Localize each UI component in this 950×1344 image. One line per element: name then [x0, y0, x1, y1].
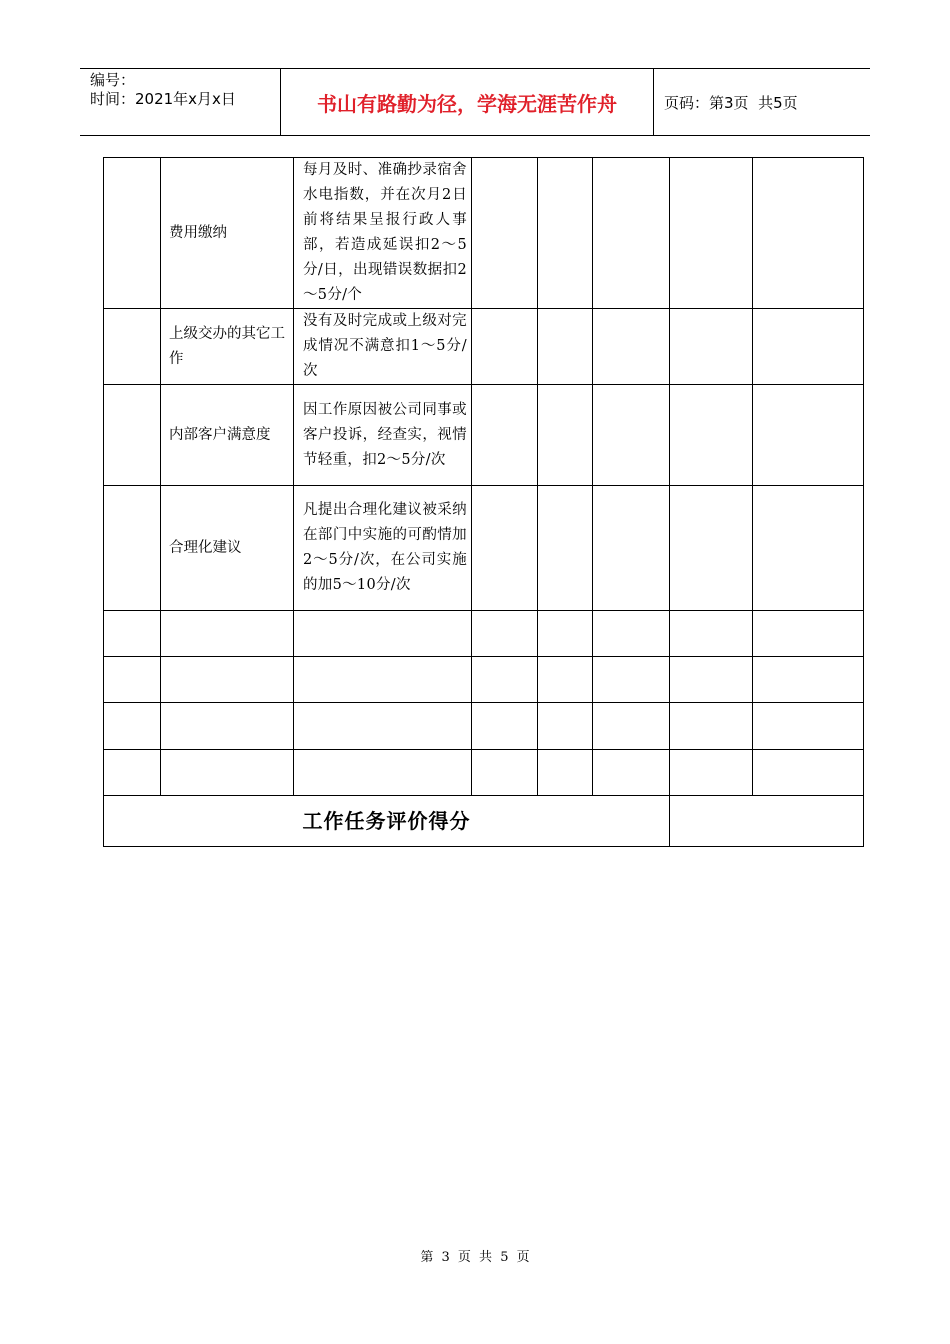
- table-cell: [472, 158, 538, 309]
- table-row: [104, 657, 864, 703]
- table-cell: [670, 158, 753, 309]
- table-cell: [104, 750, 161, 796]
- table-cell: [104, 657, 161, 703]
- table-cell: [538, 486, 593, 611]
- item-criteria: 凡提出合理化建议被采纳在部门中实施的可酌情加2～5分/次，在公司实施的加5～10分/次: [294, 486, 472, 611]
- table-cell: [294, 611, 472, 657]
- table-cell: [161, 703, 294, 750]
- item-criteria: 因工作原因被公司同事或客户投诉，经查实，视情节轻重，扣2～5分/次: [294, 385, 472, 486]
- summary-score-cell: [670, 796, 864, 847]
- table-cell: [753, 158, 864, 309]
- table-cell: [104, 703, 161, 750]
- table-row: [104, 309, 864, 385]
- table-cell: [538, 657, 593, 703]
- table-row: [104, 385, 864, 486]
- table-cell: [472, 703, 538, 750]
- table-cell: [538, 309, 593, 385]
- document-date-label: 时间：2021年x月x日: [90, 90, 236, 108]
- table-cell: [670, 750, 753, 796]
- page-indicator: 页码：第3页 共5页: [664, 93, 798, 112]
- evaluation-table: [103, 157, 864, 847]
- table-cell: [593, 703, 670, 750]
- table-cell: [161, 657, 294, 703]
- table-cell: [753, 611, 864, 657]
- table-cell: [472, 611, 538, 657]
- header-page-info: [654, 69, 870, 135]
- table-row: [104, 158, 864, 309]
- table-cell: [670, 703, 753, 750]
- table-cell: [753, 309, 864, 385]
- table-cell: [593, 486, 670, 611]
- table-cell: [294, 750, 472, 796]
- table-cell: [670, 309, 753, 385]
- table-cell: [670, 611, 753, 657]
- header-meta: [80, 69, 281, 135]
- table-cell: [294, 657, 472, 703]
- table-cell: [294, 703, 472, 750]
- table-cell: [753, 385, 864, 486]
- table-cell: [161, 750, 294, 796]
- table-row: [104, 703, 864, 750]
- item-name: 上级交办的其它工作: [161, 309, 294, 385]
- item-criteria: 没有及时完成或上级对完成情况不满意扣1～5分/次: [294, 309, 472, 385]
- table-cell: [104, 611, 161, 657]
- table-cell: [753, 703, 864, 750]
- table-cell: [538, 158, 593, 309]
- table-cell: [593, 309, 670, 385]
- table-cell: [538, 703, 593, 750]
- table-cell: [104, 486, 161, 611]
- item-criteria: 每月及时、准确抄录宿舍水电指数，并在次月2日前将结果呈报行政人事部，若造成延误扣2～5分/日，出现错误数据扣2～5分/个: [294, 158, 472, 309]
- table-cell: [104, 385, 161, 486]
- table-cell: [538, 750, 593, 796]
- table-cell: [161, 611, 294, 657]
- table-row: [104, 611, 864, 657]
- table-cell: [538, 611, 593, 657]
- table-cell: [753, 750, 864, 796]
- table-cell: [593, 657, 670, 703]
- table-cell: [472, 657, 538, 703]
- item-name: 合理化建议: [161, 486, 294, 611]
- table-cell: [593, 750, 670, 796]
- table-row: [104, 486, 864, 611]
- table-cell: [472, 385, 538, 486]
- table-cell: [472, 750, 538, 796]
- header-motto: 书山有路勤为径，学海无涯苦作舟: [281, 69, 654, 135]
- table-cell: [670, 486, 753, 611]
- table-row: [104, 750, 864, 796]
- table-cell: [753, 657, 864, 703]
- table-cell: [593, 611, 670, 657]
- table-cell: [538, 385, 593, 486]
- table-cell: [753, 486, 864, 611]
- table-cell: [104, 158, 161, 309]
- table-cell: [593, 385, 670, 486]
- table-cell: [472, 309, 538, 385]
- table-cell: [670, 657, 753, 703]
- item-name: 内部客户满意度: [161, 385, 294, 486]
- table-cell: [670, 385, 753, 486]
- table-cell: [593, 158, 670, 309]
- summary-row: [104, 796, 864, 847]
- table-cell: [472, 486, 538, 611]
- page-header: [80, 68, 870, 136]
- document-number-label: 编号：: [90, 71, 136, 89]
- page-footer: 第 3 页 共 5 页: [420, 1250, 530, 1265]
- item-name: 费用缴纳: [161, 158, 294, 309]
- table-cell: [104, 309, 161, 385]
- summary-label: 工作任务评价得分: [104, 796, 670, 847]
